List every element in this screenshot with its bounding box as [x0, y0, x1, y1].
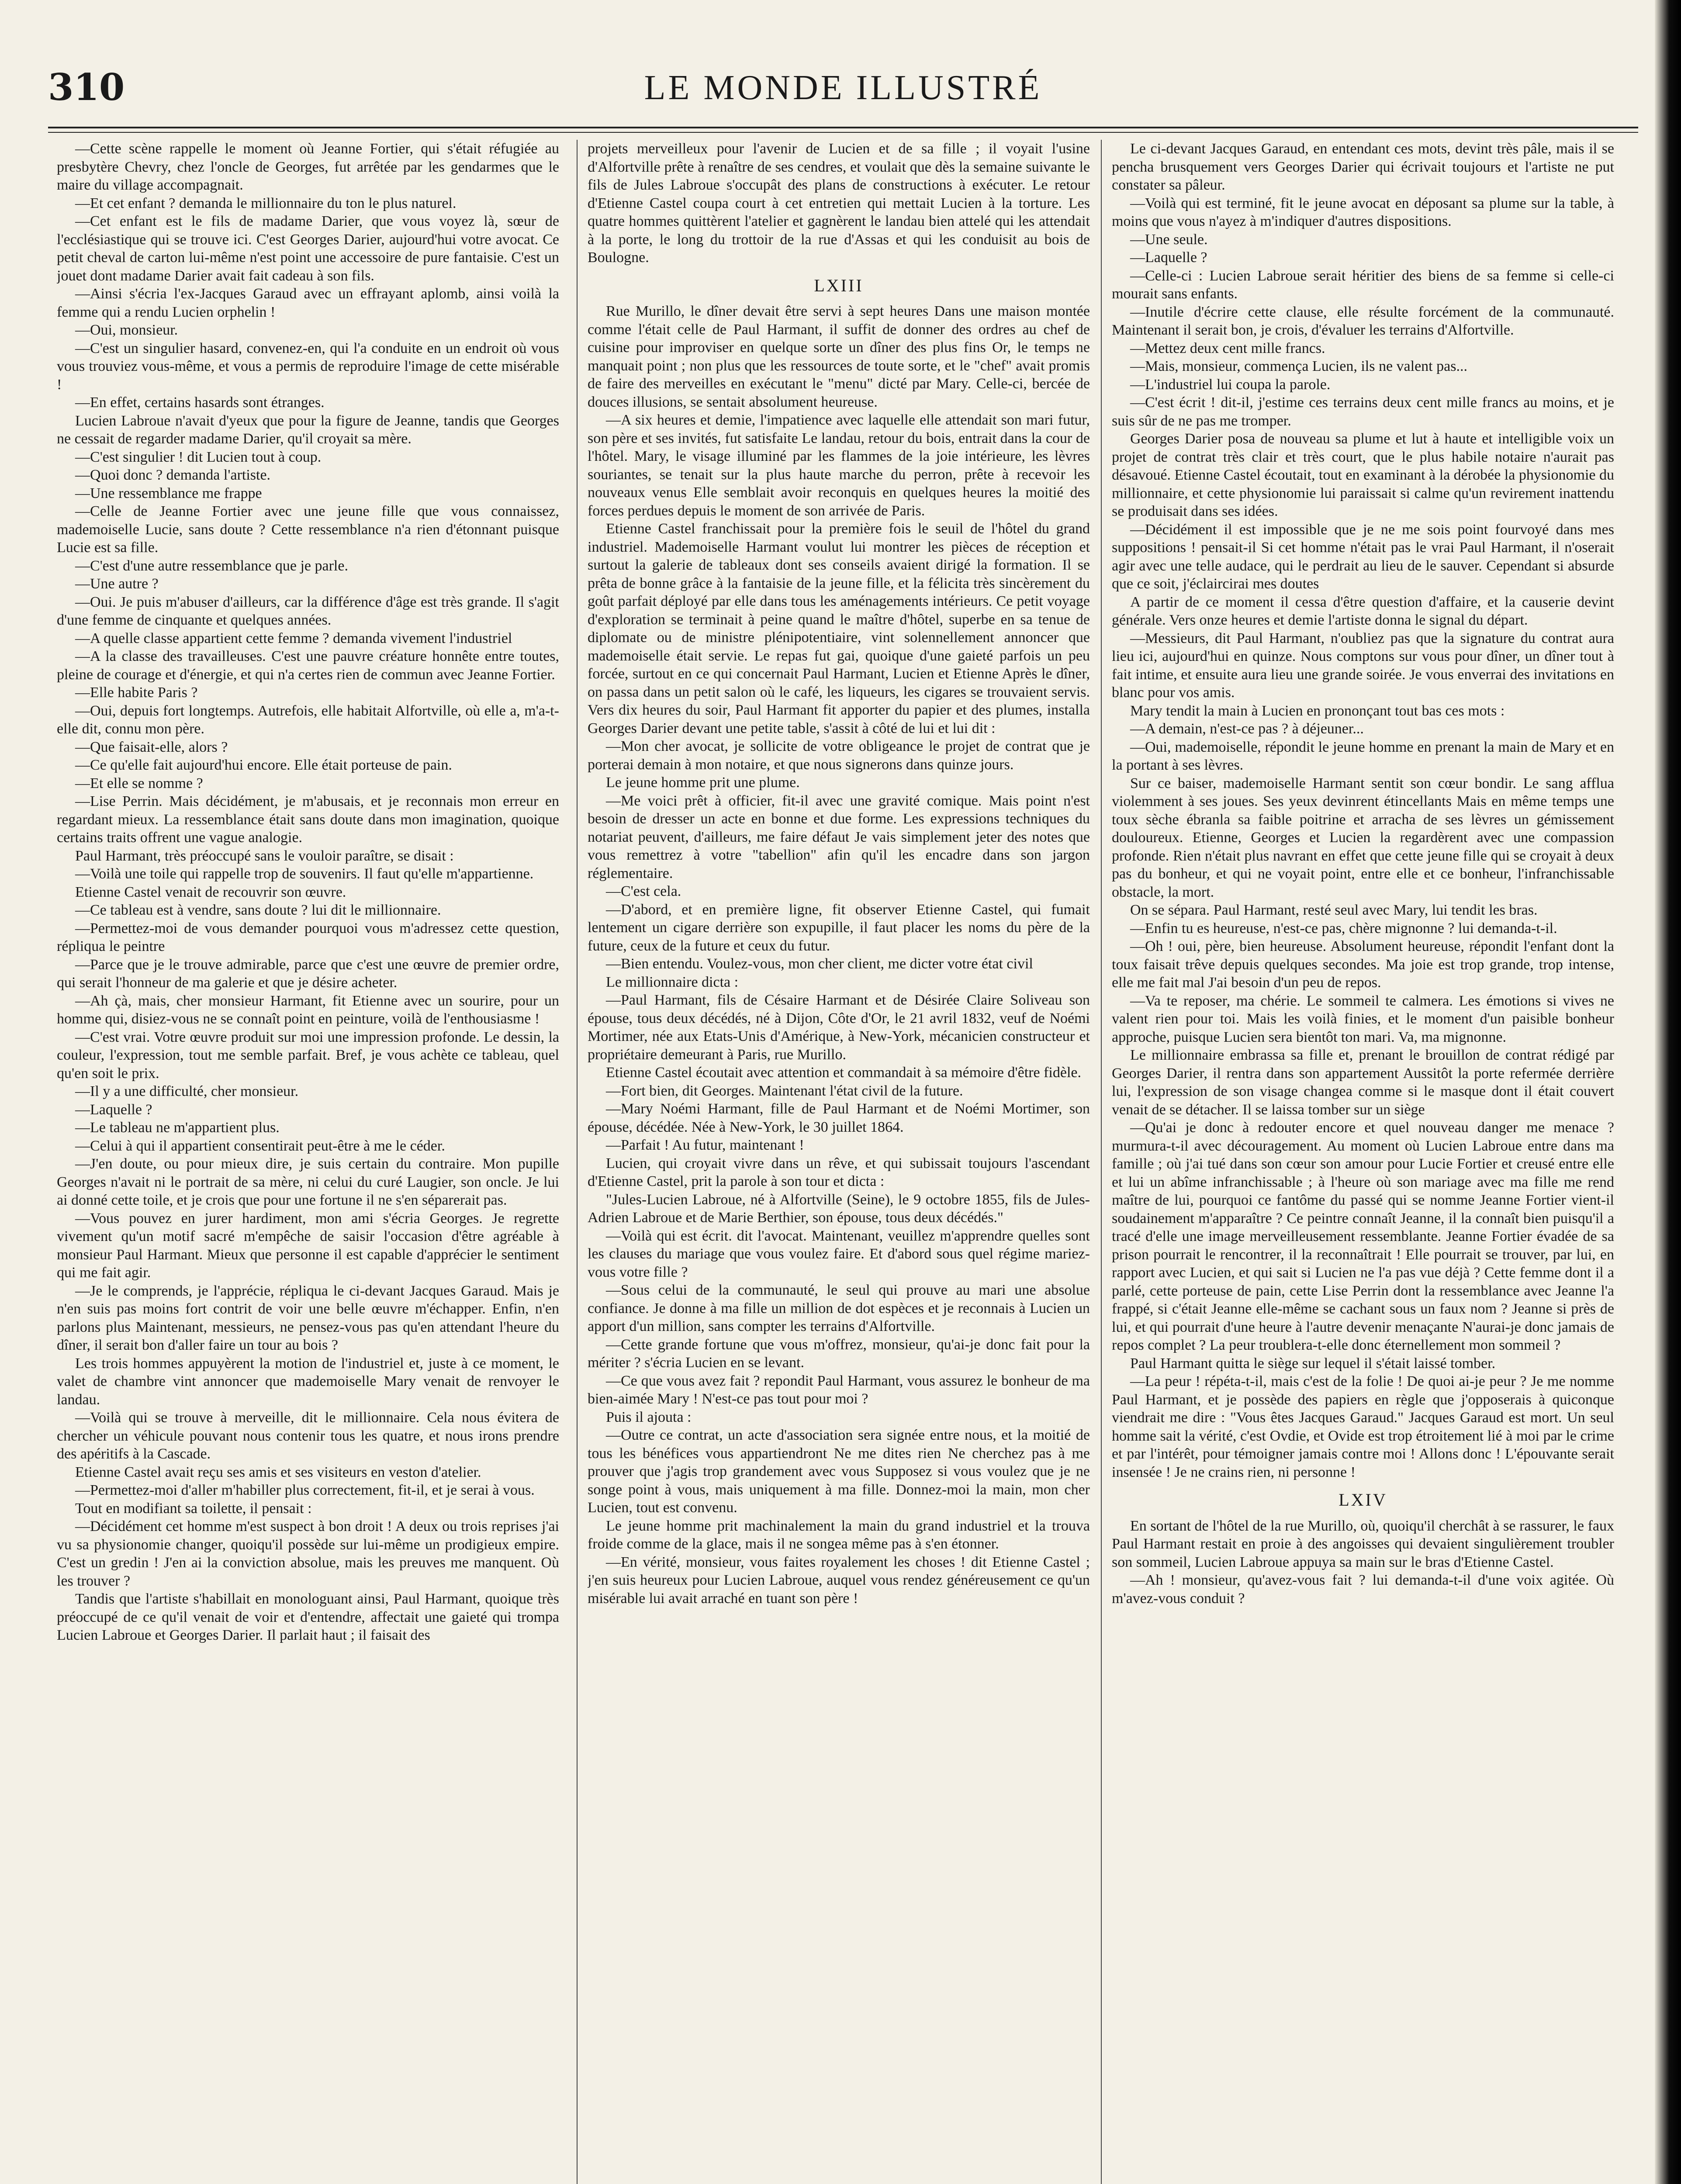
- paragraph: —Permettez-moi d'aller m'habiller plus correctement, fit-il, et je serai à vous.: [75, 1482, 535, 1498]
- paragraph: —C'est un singulier hasard, convenez-en, qui l'a conduite en un endroit où vous vous trouviez vous-même, et vous a permis de reproduire l'image de cette misérable !: [57, 340, 559, 393]
- paragraph: Lucien, qui croyait vivre dans un rêve, et qui subissait toujours l'ascendant d'Etienne Castel, prit la parole à son tour et dicta :: [588, 1155, 1090, 1189]
- paragraph: —Ah ! monsieur, qu'avez-vous fait ? lui demanda-t-il d'une voix agitée. Où m'avez-vous conduit ?: [1112, 1572, 1614, 1607]
- paragraph: —Ce tableau est à vendre, sans doute ? lui dit le millionnaire.: [75, 902, 441, 918]
- paragraph: —Celui à qui il appartient consentirait peut-être à me le céder.: [75, 1137, 445, 1154]
- paragraph: —Voilà une toile qui rappelle trop de souvenirs. Il faut qu'elle m'appartienne.: [75, 866, 534, 882]
- paragraph: "Jules-Lucien Labroue, né à Alfortville (Seine), le 9 octobre 1855, fils de Jules-Adrien Labroue et de Marie Berthier, son épouse, tous deux décédés.": [588, 1191, 1090, 1226]
- paragraph: —Mais, monsieur, commença Lucien, ils ne valent pas...: [1130, 358, 1467, 374]
- header-rule-thin: [48, 132, 1638, 133]
- paragraph: —J'en doute, ou pour mieux dire, je suis certain du contraire. Mon pupille Georges n'avait ni le portrait de sa mère, ni celui du curé Laugier, son oncle. Je lui ai donné cette toile, et je crois que pour une fortune il ne s'en séparerait pas.: [57, 1156, 559, 1208]
- paragraph: —A six heures et demie, l'impatience avec laquelle elle attendait son mari futur, son père et ses invités, fut satisfaite Le landau, retour du bois, entrait dans la cour de l'hôtel. Mary, le visage illuminé par les flammes de la joie intérieure, les lèvres souriantes, se tenait sur la plus haute marche du perron, prête à recevoir les nouveaux venus Elle semblait avoir reconquis en quelques heures la moitié des forces perdues depuis le moment de son arrivée de Paris.: [588, 412, 1090, 519]
- chapter-heading: LXIV: [1339, 1490, 1387, 1510]
- paragraph: —Permettez-moi de vous demander pourquoi vous m'adressez cette question, répliqua le peintre: [57, 920, 559, 954]
- paragraph: —Enfin tu es heureuse, n'est-ce pas, chère mignonne ? lui demanda-t-il.: [1130, 920, 1557, 936]
- paragraph: Le ci-devant Jacques Garaud, en entendant ces mots, devint très pâle, mais il se pencha brusquement vers Georges Darier qui écrivait toujours et l'artiste ne put constater sa pâleur.: [1112, 141, 1614, 193]
- paragraph: —Cette grande fortune que vous m'offrez, monsieur, qu'ai-je donc fait pour la mériter ? s'écria Lucien en se levant.: [588, 1336, 1090, 1371]
- paragraph: —Décidément cet homme m'est suspect à bon droit ! A deux ou trois reprises j'ai vu sa physionomie changer, quoiqu'il possède sur lui-même un prodigieux empire. C'est un gredin ! J'en ai la conviction absolue, mais les preuves me manquent. Où les trouver ?: [57, 1518, 559, 1589]
- paragraph: Sur ce baiser, mademoiselle Harmant sentit son cœur bondir. Le sang afflua violemment à ses joues. Ses yeux devinrent étincellants Mais en même temps une toux sèche ébranla sa faible poitrine et arracha de ses lèvres un gémissement douloureux. Etienne, Georges et Lucien la regardèrent avec une compassion profonde. Rien n'était plus navrant en effet que cette jeune fille qui se croyait à deux pas du bonheur, et qui ne voyait point, entre elle et ce bonheur, l'infranchissable obstacle, la mort.: [1112, 775, 1614, 900]
- paragraph: —Que faisait-elle, alors ?: [75, 739, 228, 755]
- paragraph: —C'est cela.: [606, 883, 681, 899]
- paragraph: —Cet enfant est le fils de madame Darier, que vous voyez là, sœur de l'ecclésiastique qui se trouve ici. C'est Georges Darier, aujourd'hui votre avocat. Ce petit cheval de carton lui-même n'est point une accessoire de pure fantaisie. C'est un jouet dont madame Darier avait fait cadeau à son fils.: [57, 213, 559, 284]
- paragraph: —Et cet enfant ? demanda le millionnaire du ton le plus naturel.: [75, 195, 457, 211]
- paragraph: —Décidément il est impossible que je ne me sois point fourvoyé dans mes suppositions ! pensait-il Si cet homme n'était pas le vrai Paul Harmant, il n'oserait agir avec une telle audace, qui le perdrait au lieu de le sauver. Cependant si absurde que ce soit, j'éclaircirai mes doutes: [1112, 521, 1614, 592]
- paragraph: —Oui. Je puis m'abuser d'ailleurs, car la différence d'âge est très grande. Il s'agit d'une femme de cinquante et quelques années.: [57, 594, 559, 628]
- paragraph: —Celle de Jeanne Fortier avec une jeune fille que vous connaissez, mademoiselle Lucie, sans doute ? Cette ressemblance n'a rien d'étonnant puisque Lucie est sa fille.: [57, 503, 559, 556]
- page-header: [48, 66, 1638, 118]
- paragraph: —Parce que je le trouve admirable, parce que c'est une œuvre de premier ordre, qui serait l'honneur de ma galerie et que je désire acheter.: [57, 956, 559, 991]
- paragraph: —Cette scène rappelle le moment où Jeanne Fortier, qui s'était réfugiée au presbytère Chevry, chez l'oncle de Georges, fut arrêtée par les gendarmes que le maire du village accompagnait.: [57, 141, 559, 193]
- paragraph: —A quelle classe appartient cette femme ? demanda vivement l'industriel: [75, 630, 512, 646]
- paragraph: —Oui, mademoiselle, répondit le jeune homme en prenant la main de Mary et en la portant à ses lèvres.: [1112, 739, 1614, 773]
- paragraph: —Le tableau ne m'appartient plus.: [75, 1120, 280, 1136]
- paragraph: —Et elle se nomme ?: [75, 775, 203, 791]
- paragraph: —A la classe des travailleuses. C'est une pauvre créature honnête entre toutes, pleine de courage et d'énergie, et qui n'a certes rien de commun avec Jeanne Fortier.: [57, 648, 559, 683]
- paragraph: Etienne Castel venait de recouvrir son œuvre.: [75, 884, 346, 900]
- paragraph: —Sous celui de la communauté, le seul qui prouve au mari une absolue confiance. Je donne à ma fille un million de dot espèces et je reconnais à Lucien un apport d'un million, sans compter les terrains d'Alfortville.: [588, 1282, 1090, 1334]
- paragraph: —Fort bien, dit Georges. Maintenant l'état civil de la future.: [606, 1082, 963, 1099]
- paragraph: Paul Harmant quitta le siège sur lequel il s'était laissé tomber.: [1130, 1355, 1496, 1372]
- text-column-3: [1112, 140, 1614, 2184]
- paragraph: —Outre ce contrat, un acte d'association sera signée entre nous, et la moitié de tous les bénéfices vous appartiendront Ne me dites rien Ne cherchez pas à me prouver que j'agis trop grandement avec vous Supposez si vous voulez que je ne songe point à vous, mais uniquement à ma fille. Donnez-moi la main, mon cher Lucien, tout est convenu.: [588, 1427, 1090, 1516]
- paragraph: Tandis que l'artiste s'habillait en monologuant ainsi, Paul Harmant, quoique très préoccupé de ce qu'il venait de voir et d'entendre, affectait une gaieté qui trompa Lucien Labroue et Georges Darier. Il parlait haut ; il faisait des: [57, 1591, 559, 1643]
- paragraph: Georges Darier posa de nouveau sa plume et lut à haute et intelligible voix un projet de contrat très clair et très court, que le plus habile notaire n'aurait pas désavoué. Etienne Castel écoutait, tout en examinant à la dérobée la physionomie du millionnaire, et cette physionomie lui paraissait si calme qu'un revirement inattendu se produisait dans ses idées.: [1112, 431, 1614, 519]
- paragraph: Lucien Labroue n'avait d'yeux que pour la figure de Jeanne, tandis que Georges ne cessait de regarder madame Darier, qu'il croyait sa mère.: [57, 412, 559, 447]
- paragraph: —Mary Noémi Harmant, fille de Paul Harmant et de Noémi Mortimer, son épouse, décédée. Née à New-York, le 30 juillet 1864.: [588, 1101, 1090, 1135]
- paragraph: —C'est singulier ! dit Lucien tout à coup.: [75, 449, 322, 465]
- paragraph: —Ah çà, mais, cher monsieur Harmant, fit Etienne avec un sourire, pour un homme qui, disiez-vous ne se connaît point en peinture, voilà de l'enthousiasme !: [57, 992, 559, 1027]
- paragraph: —En vérité, monsieur, vous faites royalement les choses ! dit Etienne Castel ; j'en suis heureux pour Lucien Labroue, auquel vous rendez généreusement ce qu'un misérable lui avait arraché en tuant son père !: [588, 1554, 1090, 1607]
- column-divider: [1101, 140, 1102, 2184]
- column-divider: [577, 140, 578, 2184]
- paragraph: —C'est vrai. Votre œuvre produit sur moi une impression profonde. Le dessin, la couleur, l'expression, tout me semble parfait. Bref, je vous achète ce tableau, quel qu'en soit le prix.: [57, 1029, 559, 1082]
- paragraph: Les trois hommes appuyèrent la motion de l'industriel et, juste à ce moment, le valet de chambre vint annoncer que mademoiselle Mary venait de renvoyer le landau.: [57, 1355, 559, 1408]
- paragraph: —L'industriel lui coupa la parole.: [1130, 376, 1331, 393]
- paragraph: —Oui, depuis fort longtemps. Autrefois, elle habitait Alfortville, où elle a, m'a-t-elle dit, connu mon père.: [57, 702, 559, 737]
- journal-title: LE MONDE ILLUSTRÉ: [644, 69, 1042, 107]
- paragraph: —Voilà qui se trouve à merveille, dit le millionnaire. Cela nous évitera de chercher un véhicule pouvant nous contenir tous les quatre, et nous irons prendre des apéritifs à la Cascade.: [57, 1410, 559, 1462]
- paragraph: Le jeune homme prit une plume.: [606, 774, 800, 791]
- text-column-2: [588, 140, 1090, 2184]
- paragraph: Le millionnaire dicta :: [606, 974, 739, 990]
- paragraph: —Mon cher avocat, je sollicite de votre obligeance le projet de contrat que je porterai demain à mon notaire, et que nous signerons dans quinze jours.: [588, 738, 1090, 773]
- paragraph: —Ce que vous avez fait ? repondit Paul Harmant, vous assurez le bonheur de ma bien-aimée Mary ! N'est-ce pas tout pour moi ?: [588, 1372, 1090, 1407]
- paragraph: —En effet, certains hasards sont étranges.: [75, 394, 325, 411]
- paragraph: —A demain, n'est-ce pas ? à déjeuner...: [1130, 721, 1364, 737]
- paragraph: —Qu'ai je donc à redouter encore et quel nouveau danger me menace ? murmura-t-il avec découragement. Au moment où Lucien Labroue entre dans ma famille ; où j'ai tué dans son cœur son amour pour Lucie Fortier et creusé entre elle et lui un abîme infranchissable ; à l'heure où son mariage avec ma fille me rend maître de lui, pourquoi ce fantôme du passé qui se nomme Jeanne Fortier vient-il soudainement m'apparaître ? Ce peintre connaît Jeanne, il la connaît bien puisqu'il a tracé d'elle une image merveilleusement ressemblante. Jeanne Fortier évadée de sa prison pourrait le rencontrer, il la reconnaîtrait ! Elle pourrait se trouver, par lui, en rapport avec Lucien, et qui sait si Lucien ne l'a pas vue déjà ? Cette femme dont il a parlé, cette porteuse de pain, cette Lise Perrin dont la ressemblance avec Jeanne l'a frappé, si c'était Jeanne elle-même se cachant sous un faux nom ? Jeanne si près de lui, et qui pourrait d'une heure à l'autre devenir menaçante N'aurai-je donc jamais de repos complet ? La peur troublera-t-elle donc éternellement mon sommeil ?: [1112, 1120, 1614, 1353]
- paragraph: Etienne Castel avait reçu ses amis et ses visiteurs en veston d'atelier.: [75, 1464, 481, 1480]
- page-edge: [1655, 0, 1681, 2184]
- paragraph: —Mettez deux cent mille francs.: [1130, 340, 1325, 356]
- paragraph: Etienne Castel franchissait pour la première fois le seuil de l'hôtel du grand industriel. Mademoiselle Harmant voulut lui montrer les pièces de réception et surtout la galerie de tableaux dont ses conseils avaient dirigé la formation. Il se prêta de bonne grâce à la fantaisie de la jeune fille, et la félicita très sincèrement du goût parfait déployé par elle dans tous les aménagements intérieurs. Ce petit voyage d'exploration se terminait à peine quand le maître d'hôtel, superbe en sa tenue de diplomate ou de ministre plénipotentiaire, vint solennellement annoncer que mademoiselle était servie. Le repas fut gai, quoique d'une gaieté parfois un peu forcée, surtout en ce qui concernait Paul Harmant, Lucien et Etienne Après le dîner, on passa dans un petit salon où le café, les liqueurs, les cigares se trouvaient servis. Vers dix heures du soir, Paul Harmant fit apporter du papier et des plumes, installa Georges Darier devant une petite table, s'assit à côté de lui et lui dit :: [588, 521, 1090, 736]
- paragraph: Rue Murillo, le dîner devait être servi à sept heures Dans une maison montée comme l'était celle de Paul Harmant, il suffit de donner des ordres au chef de cuisine pour improviser en quelque sorte un dîner des plus fins Or, le temps ne manquait point ; non plus que les ressources de toute sorte, et le "chef" avait promis de faire des merveilles en exécutant le "menu" dicté par Mary. Celle-ci, bercée de douces illusions, se sentait absolument heureuse.: [588, 303, 1090, 410]
- paragraph: —Voilà qui est terminé, fit le jeune avocat en déposant sa plume sur la table, à moins que vous n'ayez à m'indiquer d'autres dispositions.: [1112, 195, 1614, 229]
- paragraph: —Voilà qui est écrit. dit l'avocat. Maintenant, veuillez m'apprendre quelles sont les clauses du mariage que vous voulez faire. Et d'abord sous quel régime mariez-vous votre fille ?: [588, 1227, 1090, 1280]
- paragraph: —Laquelle ?: [75, 1101, 152, 1118]
- paragraph: En sortant de l'hôtel de la rue Murillo, où, quoiqu'il cherchât à se rassurer, le faux Paul Harmant restait en proie à des angoisses qui devaient singulièrement troubler son sommeil, Lucien Labroue appuya sa main sur le bras d'Etienne Castel.: [1112, 1517, 1614, 1570]
- paragraph: Mary tendit la main à Lucien en prononçant tout bas ces mots :: [1130, 702, 1505, 719]
- paragraph: Paul Harmant, très préoccupé sans le vouloir paraître, se disait :: [75, 847, 454, 864]
- paragraph: —Vous pouvez en jurer hardiment, mon ami s'écria Georges. Je regrette vivement qu'un motif sacré m'empêche de saisir l'occasion d'être agréable à monsieur Paul Harmant. Mieux que personne il est capable d'apprécier le sentiment qui me fait agir.: [57, 1210, 559, 1281]
- paragraph: Le jeune homme prit machinalement la main du grand industriel et la trouva froide comme de la glace, mais il ne songea même pas à s'en étonner.: [588, 1517, 1090, 1552]
- paragraph: —Va te reposer, ma chérie. Le sommeil te calmera. Les émotions si vives ne valent rien pour toi. Mais les voilà finies, et le moment d'un paisible bonheur approche, puisque Lucien sera bientôt ton mari. Va, ma mignonne.: [1112, 992, 1614, 1045]
- paragraph: —Parfait ! Au futur, maintenant !: [606, 1137, 804, 1153]
- paragraph: —C'est écrit ! dit-il, j'estime ces terrains deux cent mille francs au moins, et je suis sûr de ne pas me tromper.: [1112, 394, 1614, 429]
- paragraph: —Oui, monsieur.: [75, 322, 178, 338]
- header-rule: [48, 127, 1638, 128]
- chapter-heading: LXIII: [814, 275, 864, 295]
- paragraph: —Oh ! oui, père, bien heureuse. Absolument heureuse, répondit l'enfant dont la toux faisait trêve depuis quelques secondes. Ma joie est trop grande, trop intense, elle me fait mal J'ai besoin d'un peu de repos.: [1112, 938, 1614, 991]
- page-number: 310: [48, 66, 125, 109]
- paragraph: projets merveilleux pour l'avenir de Lucien et de sa fille ; il voyait l'usine d'Alfortville prête à renaître de ses cendres, et voulait que dès la semaine suivante le fils de Jules Labroue s'occupât des plans de constructions à exécuter. Le retour d'Etienne Castel coupa court à cet entretien qui mettait Lucien à la torture. Les quatre hommes quittèrent l'atelier et gagnèrent le landau bien attelé qui les attendait à la porte, le long du trottoir de la rue d'Assas et qui les conduisit au bois de Boulogne.: [588, 141, 1090, 266]
- paragraph: —Une autre ?: [75, 576, 159, 592]
- paragraph: Etienne Castel écoutait avec attention et commandait à sa mémoire d'être fidèle.: [606, 1064, 1081, 1081]
- paragraph: —Une seule.: [1130, 231, 1208, 248]
- paragraph: —Il y a une difficulté, cher monsieur.: [75, 1083, 299, 1099]
- paragraph: —C'est d'une autre ressemblance que je parle.: [75, 557, 348, 574]
- paragraph: —Quoi donc ? demanda l'artiste.: [75, 467, 271, 483]
- paragraph: —Paul Harmant, fils de Césaire Harmant et de Désirée Claire Soliveau son épouse, tous deux décédés, né à Dijon, Côte d'Or, le 21 avril 1832, veuf de Noémi Mortimer, née aux Etats-Unis d'Amérique, à New-York, mécanicien constructeur et propriétaire demeurant à Paris, rue Murillo.: [588, 992, 1090, 1063]
- paragraph: —Celle-ci : Lucien Labroue serait héritier des biens de sa femme si celle-ci mourait sans enfants.: [1112, 267, 1614, 302]
- paragraph: Le millionnaire embrassa sa fille et, prenant le brouillon de contrat rédigé par Georges Darier, il rentra dans son appartement Aussitôt la porte refermée derrière lui, l'expression de son visage changea comme si le masque dont il était couvert venait de se détacher. Il se laissa tomber sur un siège: [1112, 1047, 1614, 1118]
- paragraph: —Laquelle ?: [1130, 249, 1207, 266]
- paragraph: A partir de ce moment il cessa d'être question d'affaire, et la causerie devint générale. Vers onze heures et demie l'artiste donna le signal du départ.: [1112, 594, 1614, 628]
- paragraph: —Je le comprends, je l'apprécie, répliqua le ci-devant Jacques Garaud. Mais je n'en suis pas moins fort contrit de voir une belle œuvre m'échapper. Enfin, n'en parlons plus Maintenant, messieurs, ne pensez-vous pas qu'en attendant l'heure du dîner, il serait bon d'aller faire un tour au bois ?: [57, 1282, 559, 1353]
- paragraph: —Ainsi s'écria l'ex-Jacques Garaud avec un effrayant aplomb, ainsi voilà la femme qui a rendu Lucien orphelin !: [57, 286, 559, 320]
- paragraph: —D'abord, et en première ligne, fit observer Etienne Castel, qui fumait lentement un cigare derrière son expupille, il faut placer les noms du père de la future, ceux de la future et ceux du futur.: [588, 901, 1090, 954]
- paragraph: —Lise Perrin. Mais décidément, je m'abusais, et je reconnais mon erreur en regardant mieux. La ressemblance était sans doute dans mon imagination, quoique certains traits offrent une vague analogie.: [57, 793, 559, 846]
- paragraph: —Elle habite Paris ?: [75, 684, 198, 701]
- paragraph: Tout en modifiant sa toilette, il pensait :: [75, 1500, 312, 1517]
- paragraph: Puis il ajouta :: [606, 1409, 692, 1425]
- paragraph: —Une ressemblance me frappe: [75, 485, 262, 501]
- paragraph: —Ce qu'elle fait aujourd'hui encore. Elle était porteuse de pain.: [75, 757, 452, 773]
- paragraph: —Inutile d'écrire cette clause, elle résulte forcément de la communauté. Maintenant il serait bon, je crois, d'évaluer les terrains d'Alfortville.: [1112, 304, 1614, 338]
- paragraph: —Messieurs, dit Paul Harmant, n'oubliez pas que la signature du contrat aura lieu ici, aujourd'hui en quinze. Nous comptons sur vous pour dîner, un dîner tout à fait intime, et ensuite aura lieu une grande soirée. Je vous enverrai des invitations en blanc pour vos amis.: [1112, 630, 1614, 701]
- paragraph: —Me voici prêt à officier, fit-il avec une gravité comique. Mais point n'est besoin de dresser un acte en bonne et due forme. Les expressions techniques du notariat peuvent, d'ailleurs, me faire défaut Je vais simplement jeter des notes que vous remettrez à votre "tabellion" afin qu'il les encadre dans son jargon réglementaire.: [588, 792, 1090, 881]
- paragraph: On se sépara. Paul Harmant, resté seul avec Mary, lui tendit les bras.: [1130, 902, 1538, 918]
- text-column-1: [57, 140, 559, 2184]
- paragraph: —La peur ! répéta-t-il, mais c'est de la folie ! De quoi ai-je peur ? Je me nomme Paul Harmant, et je possède des papiers en règle que j'opposerais à quiconque viendrait me dire : "Vous êtes Jacques Garaud." Jacques Garaud est mort. Un seul homme sait la vérité, c'est Ovdie, et Ovide est trop étroitement lié à moi par le crime et par l'intérêt, pour témoigner jamais contre moi ! Allons donc ! L'épouvante serait insensée ! Je ne crains rien, ni personne !: [1112, 1373, 1614, 1480]
- paragraph: —Bien entendu. Voulez-vous, mon cher client, me dicter votre état civil: [606, 956, 1033, 972]
